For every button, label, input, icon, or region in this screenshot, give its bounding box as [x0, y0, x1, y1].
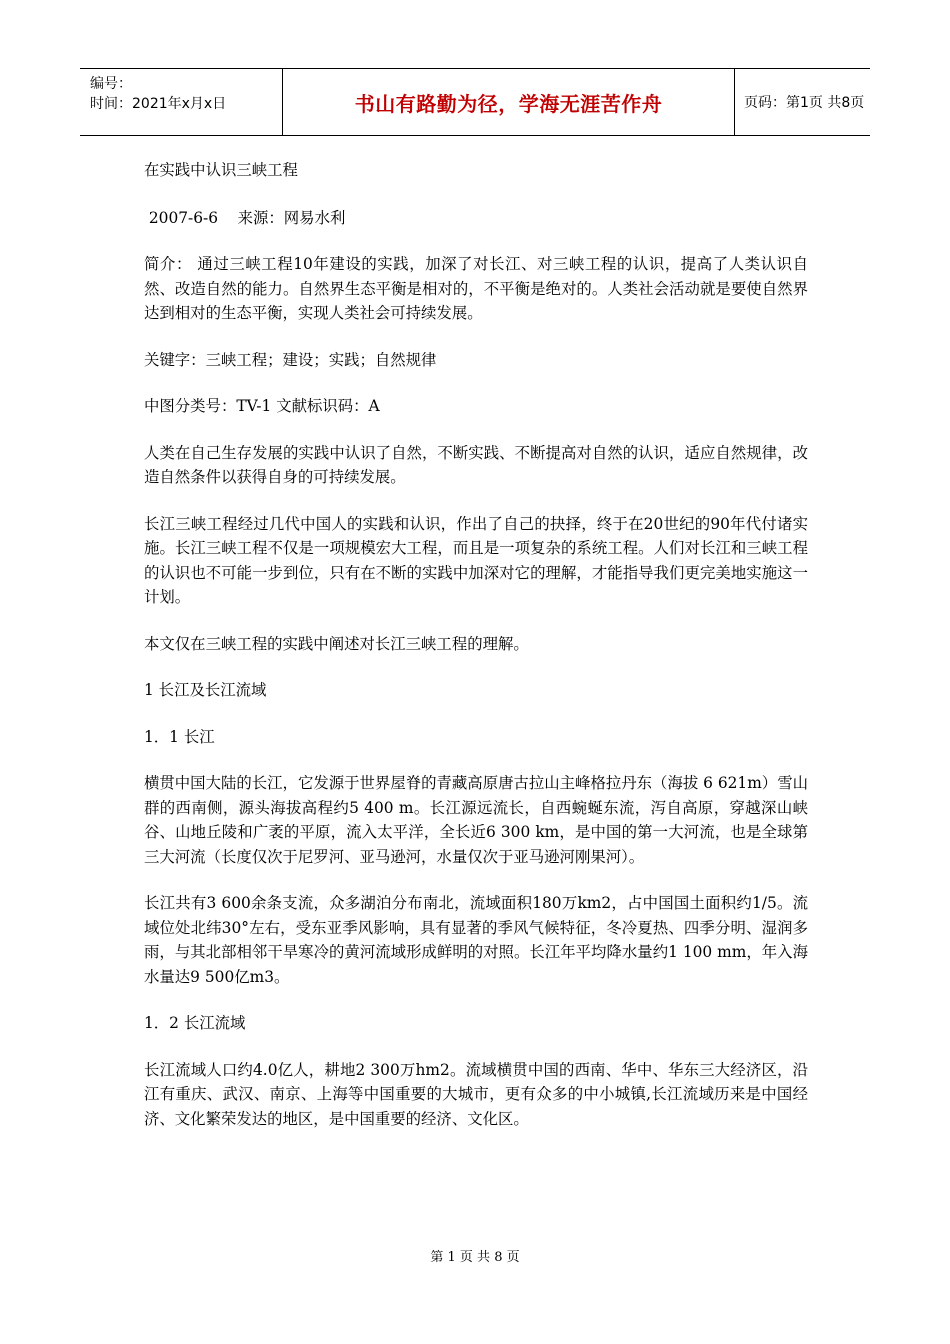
subsection-heading: 1．2 长江流域 [144, 1014, 246, 1032]
body-paragraph: 长江流域人口约4.0亿人，耕地2 300万hm2。流域横贯中国的西南、华中、华东三大经济区，沿江有重庆、武汉、南京、上海等中国重要的大城市，更有众多的中小城镇,长江流域历来是中国经济、文化繁荣发达的地区，是中国重要的经济、文化区。 [144, 1060, 808, 1128]
article-date-source: 2007-6-6 来源：网易水利 [144, 208, 346, 227]
page-header-table [80, 68, 870, 136]
header-page-cell [735, 69, 870, 135]
header-meta-cell [80, 69, 282, 135]
header-motto: 书山有路勤为径，学海无涯苦作舟 [354, 91, 663, 116]
page-footer: 第 1 页 共 8 页 [430, 1250, 520, 1265]
body-paragraph: 本文仅在三峡工程的实践中阐述对长江三峡工程的理解。 [144, 634, 529, 653]
article-abstract: 简介： 通过三峡工程10年建设的实践，加深了对长江、对三峡工程的认识，提高了人类认识自然、改造自然的能力。自然界生态平衡是相对的，不平衡是绝对的。人类社会活动就是要使自然界达到相对的生态平衡，实现人类社会可持续发展。 [144, 255, 808, 322]
body-paragraph: 长江共有3 600余条支流，众多湖泊分布南北，流域面积180万km2，占中国国土面积约1/5。流域位处北纬30°左右，受东亚季风影响，具有显著的季风气候特征，冬冷夏热、四季分明、湿润多雨，与其北部相邻干旱寒冷的黄河流域形成鲜明的对照。长江年平均降水量约1 100 mm，年入海水量达9 500亿m3。 [144, 894, 808, 986]
section-heading: 1 长江及长江流域 [144, 681, 267, 699]
article-keywords: 关键字：三峡工程；建设；实践；自然规律 [144, 350, 437, 369]
body-paragraph: 横贯中国大陆的长江，它发源于世界屋脊的青藏高原唐古拉山主峰格拉丹东（海拔 6 621m）雪山群的西南侧，源头海拔高程约5 400 m。长江源远流长，自西蜿蜒东流，泻自高原，穿越深山峡谷、山地丘陵和广袤的平原，流入太平洋，全长近6 300 km，是中国的第一大河流，也是全球第三大河流（长度仅次于尼罗河、亚马逊河，水量仅次于亚马逊河刚果河）。 [144, 774, 808, 866]
subsection-heading: 1．1 长江 [144, 727, 215, 746]
header-number-label: 编号： [90, 76, 132, 92]
body-paragraph: 人类在自己生存发展的实践中认识了自然，不断实践、不断提高对自然的认识，适应自然规律，改造自然条件以获得自身的可持续发展。 [144, 443, 808, 486]
article-classification: 中图分类号：TV-1 文献标识码：A [144, 397, 380, 415]
header-time-label: 时间：2021年x月x日 [90, 96, 227, 112]
header-page-info: 页码：第1页 共8页 [744, 95, 865, 111]
article-body [144, 158, 808, 1153]
article-title: 在实践中认识三峡工程 [144, 161, 298, 179]
header-motto-cell [283, 69, 734, 135]
body-paragraph: 长江三峡工程经过几代中国人的实践和认识，作出了自己的抉择，终于在20世纪的90年代付诸实施。长江三峡工程不仅是一项规模宏大工程，而且是一项复杂的系统工程。人们对长江和三峡工程的认识也不可能一步到位，只有在不断的实践中加深对它的理解，才能指导我们更完美地实施这一计划。 [144, 514, 808, 606]
